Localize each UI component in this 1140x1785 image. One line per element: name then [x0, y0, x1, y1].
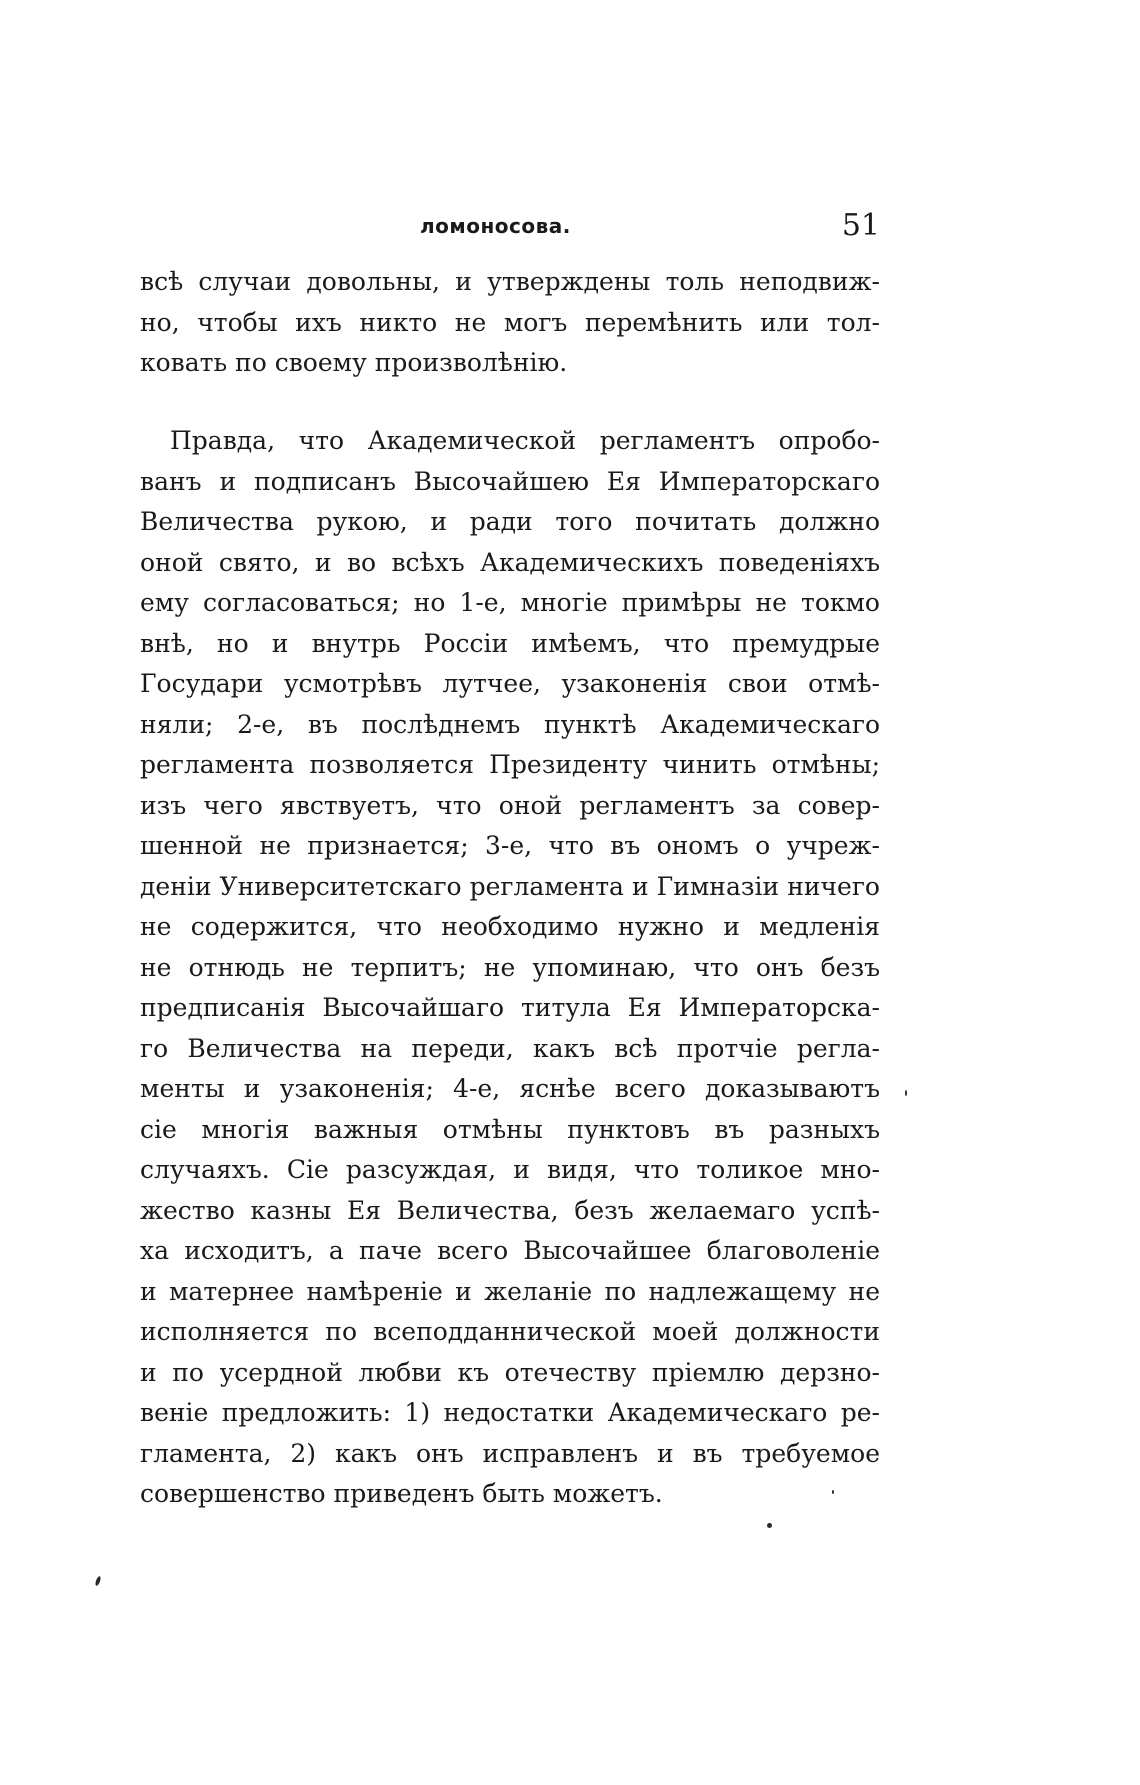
text-line: ковать по своему произволѣнію.: [140, 348, 568, 377]
text-line: всѣ случаи довольны, и утверждены толь неподвиж-: [140, 267, 880, 296]
ink-speck: [767, 1523, 772, 1528]
running-title: ломоносова.: [420, 214, 571, 238]
text-line: Правда, что Академической регламентъ опробо-: [170, 426, 880, 455]
text-line: ванъ и подписанъ Высочайшею Ея Императорскаго: [140, 466, 880, 496]
text-line: изъ чего явствуетъ, что оной регламентъ за совер-: [140, 790, 880, 820]
text-line: го Величества на переди, какъ всѣ протчіе регла-: [140, 1033, 880, 1063]
text-line: внѣ, но и внутрь Россіи имѣемъ, что премудрые: [140, 628, 880, 658]
text-line: случаяхъ. Сіе разсуждая, и видя, что толикое мно-: [140, 1155, 880, 1184]
ink-speck: [905, 1090, 907, 1096]
ink-speck: [832, 1490, 834, 1494]
text-line: ха исходитъ, а паче всего Высочайшее благоволеніе: [140, 1236, 880, 1265]
text-line: няли; 2-е, въ послѣднемъ пунктѣ Академическаго: [140, 709, 880, 739]
ink-speck: [94, 1576, 101, 1587]
text-line: регламента позволяется Президенту чинить отмѣны;: [140, 750, 880, 779]
text-line: деніи Университетскаго регламента и Гимназіи ничего: [140, 871, 880, 901]
page-number: 51: [841, 208, 880, 243]
text-line: жество казны Ея Величества, безъ желаемаго успѣ-: [140, 1195, 880, 1225]
text-line: Величества рукою, и ради того почитать должно: [140, 507, 880, 536]
text-line: веніе предложить: 1) недостатки Академическаго ре-: [140, 1398, 880, 1427]
text-line: не отнюдь не терпитъ; не упоминаю, что онъ безъ: [140, 952, 880, 982]
text-line: менты и узаконенія; 4-е, яснѣе всего доказываютъ: [140, 1074, 880, 1103]
text-line: не содержится, что необходимо нужно и медленія: [140, 912, 880, 941]
text-line: и по усердной любви къ отечеству пріемлю дерзно-: [140, 1357, 880, 1387]
text-line: оной свято, и во всѣхъ Академическихъ поведеніяхъ: [140, 547, 880, 577]
text-line: исполняется по всеподданнической моей должности: [140, 1317, 880, 1346]
text-line: ему согласоваться; но 1-е, многіе примѣры не токмо: [140, 588, 880, 617]
paragraph-2: [140, 421, 880, 1515]
text-line: и матернее намѣреніе и желаніе по надлежащему не: [140, 1276, 880, 1306]
text-line: шенной не признается; 3-е, что въ ономъ о учреж-: [140, 831, 880, 860]
text-line: гламента, 2) какъ онъ исправленъ и въ требуемое: [140, 1438, 880, 1468]
text-line: сіе многія важныя отмѣны пунктовъ въ разныхъ: [140, 1114, 880, 1144]
text-line: предписанія Высочайшаго титула Ея Императорска-: [140, 993, 880, 1022]
paragraph-1: [140, 262, 880, 384]
running-head: [140, 208, 880, 248]
text-line: совершенство приведенъ быть можетъ.: [140, 1479, 663, 1508]
text-line: Государи усмотрѣвъ лутчее, узаконенія свои отмѣ-: [140, 669, 880, 698]
text-line: но, чтобы ихъ никто не могъ перемѣнить или тол-: [140, 307, 880, 337]
